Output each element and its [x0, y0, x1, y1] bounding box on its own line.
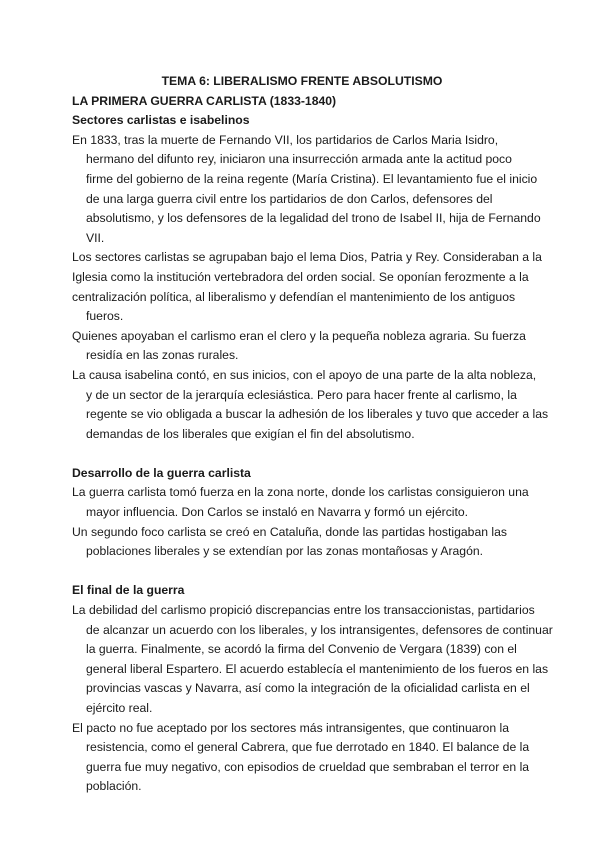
text-line: demandas de los liberales que exigían el fin del absolutismo. [86, 426, 415, 441]
text-line: general liberal Espartero. El acuerdo establecía el mantenimiento de los fueros en las [86, 661, 549, 676]
section-heading-sectores: Sectores carlistas e isabelinos [72, 113, 250, 128]
text-line: de alcanzar un acuerdo con los liberales, y los intransigentes, defensores de continuar [86, 622, 553, 637]
paragraph [72, 131, 541, 249]
paragraph [72, 483, 532, 522]
text-line: Los sectores carlistas se agrupaban bajo el lema Dios, Patria y Rey. Consideraban a la [72, 250, 542, 265]
text-line: Un segundo foco carlista se creó en Cataluña, donde las partidas hostigaban las [72, 524, 507, 539]
text-line: guerra fue muy negativo, con episodios de crueldad que sembraban el terror en la [86, 759, 530, 774]
document-page [72, 72, 553, 797]
text-line: VII. [86, 230, 105, 245]
text-line: provincias vascas y Navarra, así como la integración de la oficialidad carlista en el [86, 681, 530, 696]
paragraph [72, 719, 532, 797]
paragraph [72, 366, 549, 444]
text-line: Quienes apoyaban el carlismo eran el clero y la pequeña nobleza agraria. Su fuerza [72, 328, 526, 343]
text-line: mayor influencia. Don Carlos se instaló en Navarra y formó un ejército. [86, 505, 469, 520]
text-line: resistencia, como el general Cabrera, que fue derrotado en 1840. El balance de la [86, 740, 530, 755]
text-line: hermano del difunto rey, iniciaron una insurrección armada ante la actitud poco [86, 152, 512, 167]
text-line: firme del gobierno de la reina regente (María Cristina). El levantamiento fue el inicio [86, 171, 538, 186]
text-line: población. [86, 779, 142, 794]
text-line: y de un sector de la jerarquía eclesiástica. Pero para hacer frente al carlismo, la [86, 387, 517, 402]
text-line: Iglesia como la institución vertebradora del orden social. Se oponían ferozmente a la [72, 269, 529, 284]
section-heading-final: El final de la guerra [72, 583, 185, 598]
text-line: ejército real. [86, 701, 153, 715]
paragraph [72, 523, 532, 562]
text-line: centralización política, al liberalismo y defendían el mantenimiento de los antiguos [72, 289, 516, 304]
text-line: fueros. [86, 309, 124, 324]
chapter-heading: LA PRIMERA GUERRA CARLISTA (1833-1840) [72, 93, 337, 108]
spacer [72, 444, 532, 464]
text-line: residía en las zonas rurales. [86, 348, 239, 363]
document-title: TEMA 6: LIBERALISMO FRENTE ABSOLUTISMO [161, 74, 443, 88]
text-line: regente se vio obligada a buscar la adhesión de los liberales y tuvo que acceder a las [86, 407, 549, 422]
text-line: La causa isabelina contó, en sus inicios, con el apoyo de una parte de la alta nobleza, [72, 367, 537, 382]
spacer [72, 562, 532, 582]
paragraph [72, 601, 553, 719]
text-line: En 1833, tras la muerte de Fernando VII, los partidarios de Carlos Maria Isidro, [72, 132, 499, 147]
paragraph [72, 248, 542, 326]
text-line: absolutismo, y los defensores de la legalidad del trono de Isabel II, hija de Fernando [86, 211, 541, 226]
text-line: poblaciones liberales y se extendían por las zonas montañosas y Aragón. [86, 544, 484, 559]
text-line: El pacto no fue aceptado por los sectores más intransigentes, que continuaron la [72, 720, 509, 735]
text-line: de una larga guerra civil entre los partidarios de don Carlos, defensores del [86, 191, 493, 206]
text-line: La guerra carlista tomó fuerza en la zona norte, donde los carlistas consiguieron una [72, 485, 529, 500]
paragraph [72, 327, 532, 366]
section-heading-desarrollo: Desarrollo de la guerra carlista [72, 465, 251, 480]
text-line: la guerra. Finalmente, se acordó la firma del Convenio de Vergara (1839) con el [86, 642, 517, 657]
text-line: La debilidad del carlismo propició discrepancias entre los transaccionistas, partidarios [72, 603, 535, 618]
